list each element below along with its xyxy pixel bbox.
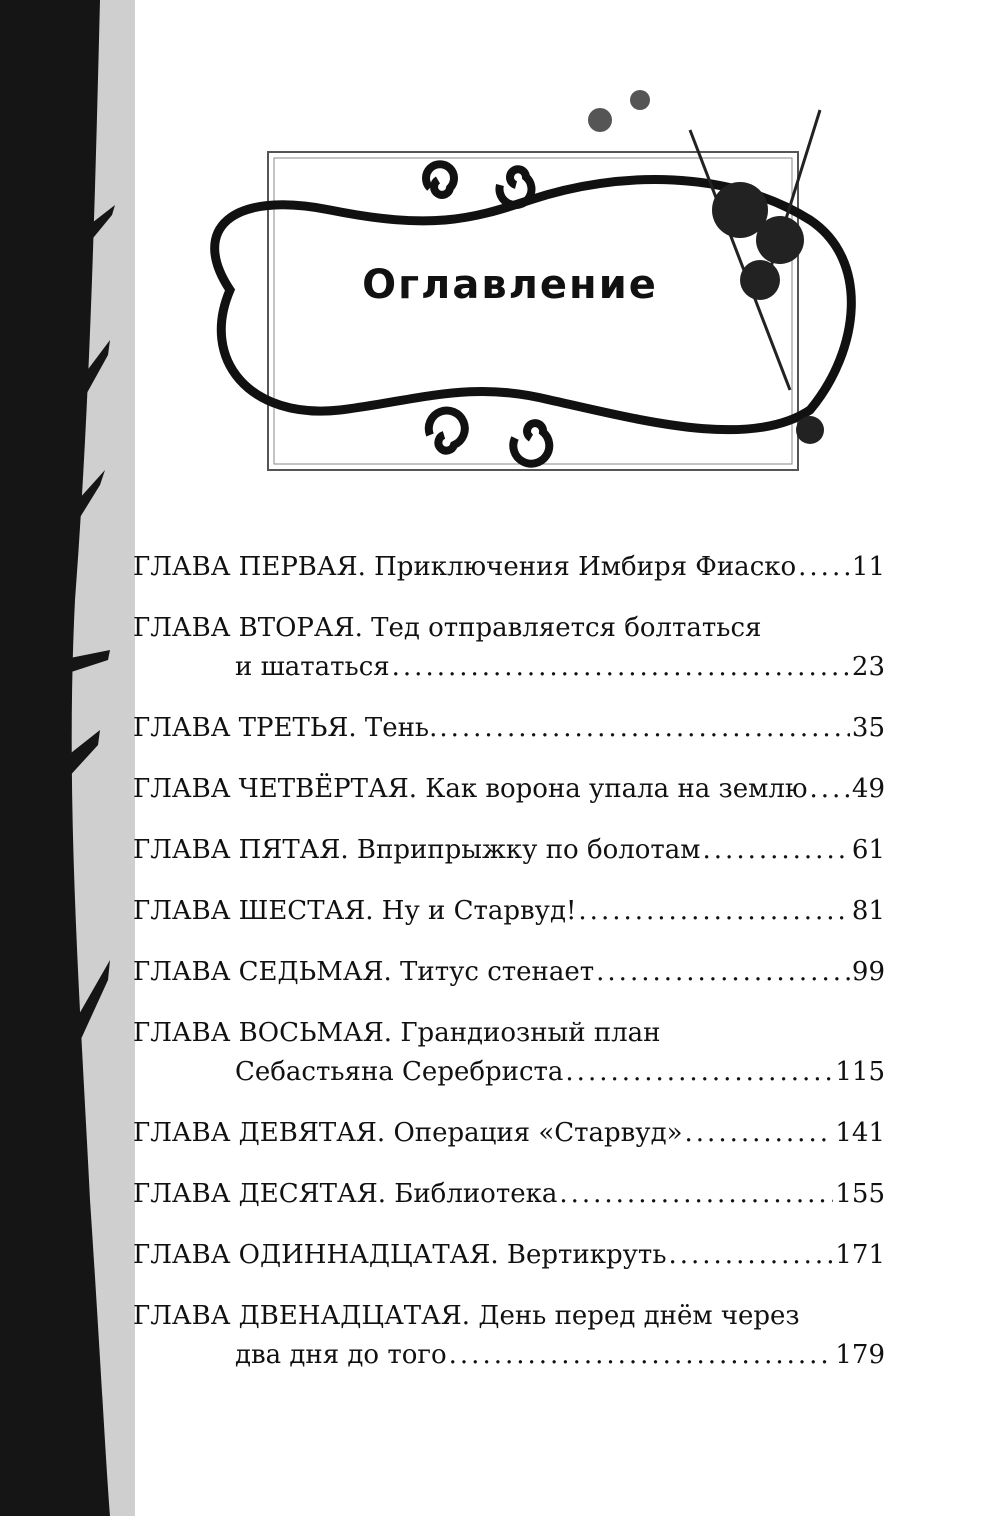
toc-entry[interactable] — [133, 609, 885, 687]
toc-entry[interactable] — [133, 1236, 885, 1275]
dot-leader — [685, 1114, 834, 1153]
page-number: 115 — [835, 1057, 885, 1087]
chapter-title: ГЛАВА ТРЕТЬЯ. Тень. — [133, 713, 438, 743]
dot-leader — [578, 892, 849, 931]
dot-leader — [392, 648, 850, 687]
page-number: 81 — [851, 896, 885, 926]
chapter-title: ГЛАВА ПЯТАЯ. Вприпрыжку по болотам — [133, 835, 701, 865]
chapter-title: Себастьяна Серебриста — [235, 1057, 564, 1087]
toc-line — [133, 1014, 885, 1053]
page-number: 11 — [851, 552, 885, 582]
page-number: 35 — [851, 713, 885, 743]
chapter-title: ГЛАВА ВТОРАЯ. Тед отправляется болтаться — [133, 613, 762, 643]
page-title: Оглавление — [362, 262, 658, 308]
toc-line — [133, 953, 885, 992]
dot-leader — [559, 1175, 833, 1214]
toc-line — [133, 648, 885, 687]
page-number: 141 — [835, 1118, 885, 1148]
toc-entry[interactable] — [133, 953, 885, 992]
toc-line — [133, 1114, 885, 1153]
toc-line — [133, 1175, 885, 1214]
toc-entry[interactable] — [133, 831, 885, 870]
page-number: 23 — [851, 652, 885, 682]
chapter-title: ГЛАВА ОДИННАДЦАТАЯ. Вертикруть — [133, 1240, 667, 1270]
dot-leader — [810, 770, 850, 809]
toc-entry[interactable] — [133, 1175, 885, 1214]
page-number: 155 — [835, 1179, 885, 1209]
dot-leader — [449, 1336, 834, 1375]
dot-leader — [703, 831, 850, 870]
toc-line — [133, 548, 885, 587]
toc-entry[interactable] — [133, 548, 885, 587]
page-number: 179 — [835, 1340, 885, 1370]
dot-leader — [565, 1053, 833, 1092]
chapter-title: ГЛАВА СЕДЬМАЯ. Титус стенает — [133, 957, 595, 987]
chapter-title: ГЛАВА ДВЕНАДЦАТАЯ. День перед днём через — [133, 1301, 800, 1331]
tree-illustration — [0, 0, 140, 1516]
toc-entry[interactable] — [133, 770, 885, 809]
chapter-title: ГЛАВА ВОСЬМАЯ. Грандиозный план — [133, 1018, 661, 1048]
toc-line — [133, 1236, 885, 1275]
chapter-title: ГЛАВА ПЕРВАЯ. Приключения Имбиря Фиаско — [133, 552, 797, 582]
toc-entry[interactable] — [133, 892, 885, 931]
dot-leader — [798, 548, 850, 587]
page-number: 49 — [851, 774, 885, 804]
chapter-title: ГЛАВА ШЕСТАЯ. Ну и Старвуд! — [133, 896, 577, 926]
toc-line — [133, 1336, 885, 1375]
toc-line — [133, 831, 885, 870]
chapter-title: два дня до того — [235, 1340, 447, 1370]
dot-leader — [439, 709, 850, 748]
dot-leader — [596, 953, 850, 992]
toc-line — [133, 709, 885, 748]
toc-line — [133, 609, 885, 648]
chapter-title: ГЛАВА ЧЕТВЁРТАЯ. Как ворона упала на землю — [133, 774, 808, 804]
chapter-title: и шататься — [235, 652, 390, 682]
page-number: 61 — [851, 835, 885, 865]
page-number: 99 — [851, 957, 885, 987]
dot-leader — [668, 1236, 833, 1275]
toc-entry[interactable] — [133, 709, 885, 748]
toc-line — [133, 1297, 885, 1336]
chapter-title: ГЛАВА ДЕСЯТАЯ. Библиотека — [133, 1179, 558, 1209]
toc-line — [133, 770, 885, 809]
table-of-contents — [133, 548, 885, 1397]
toc-line — [133, 892, 885, 931]
chapter-title: ГЛАВА ДЕВЯТАЯ. Операция «Старвуд» — [133, 1118, 683, 1148]
toc-entry[interactable] — [133, 1114, 885, 1153]
toc-entry[interactable] — [133, 1297, 885, 1375]
page-number: 171 — [835, 1240, 885, 1270]
toc-line — [133, 1053, 885, 1092]
toc-entry[interactable] — [133, 1014, 885, 1092]
